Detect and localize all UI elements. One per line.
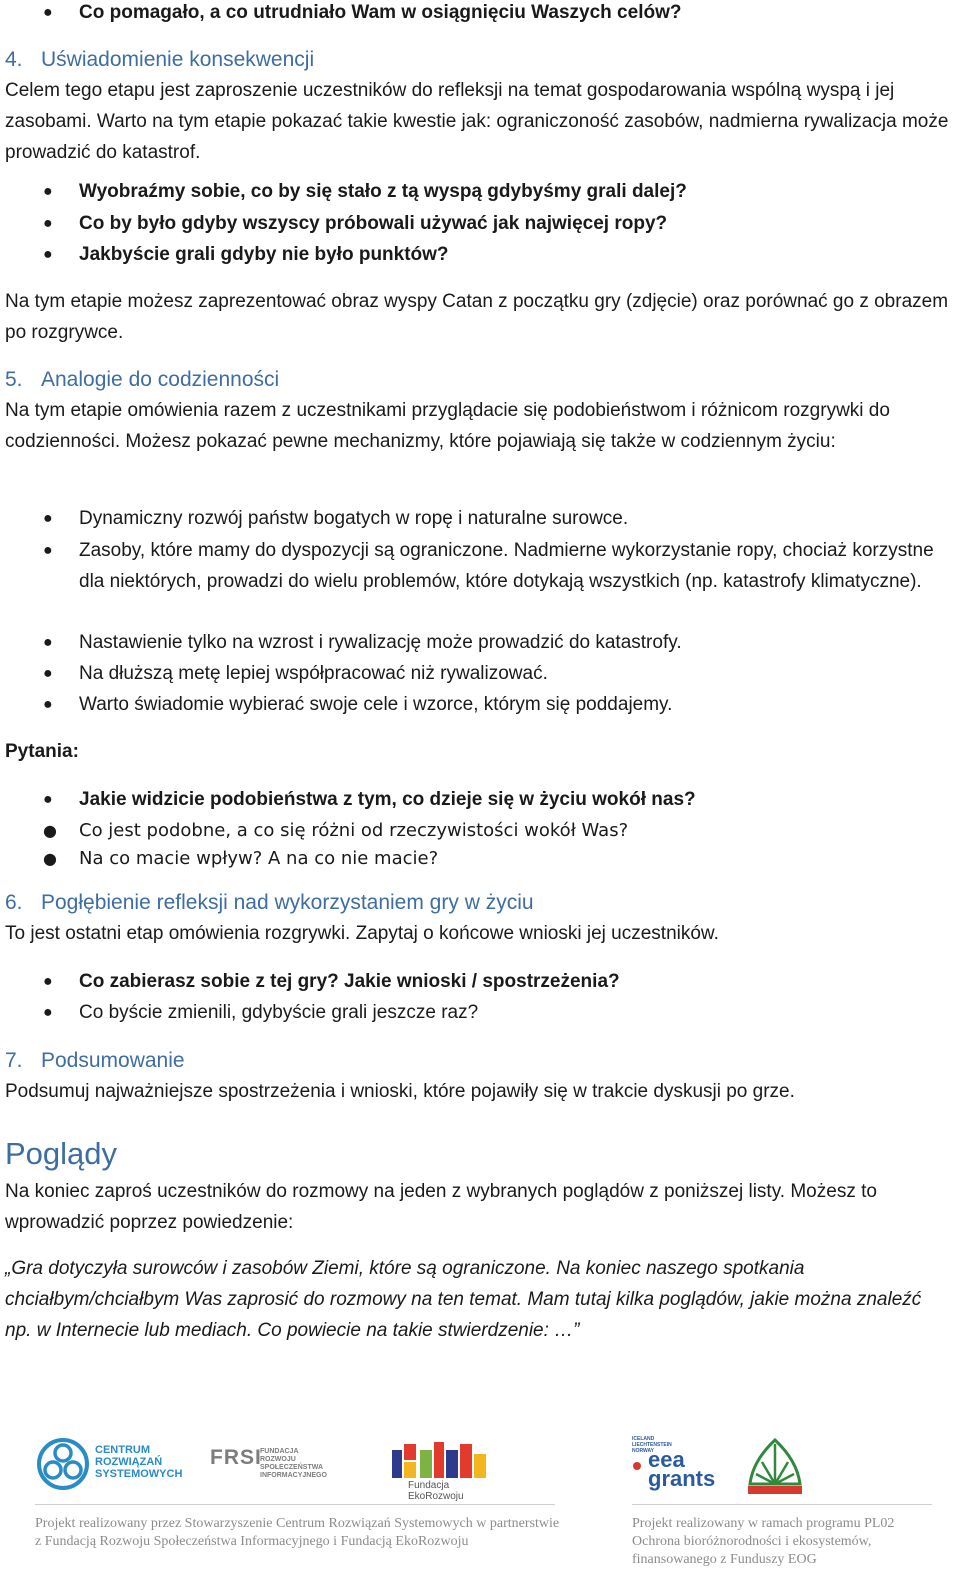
bullet-icon: ● [43, 510, 53, 527]
crs-logo [35, 1436, 185, 1496]
frsi-logo [210, 1446, 340, 1486]
bullet-icon: ● [43, 215, 53, 232]
footer-left-text: Projekt realizowany przez Stowarzyszenie Centrum Rozwiązań Systemowych w partnerstwie z Fundacją Rozwoju Społeczeństwa Informacyjnego i Fundacją EkoRozwoju [35, 1516, 560, 1549]
questions-label: Pytania: [5, 741, 79, 762]
footer-right-text: Projekt realizowany w ramach programu PL02 Ochrona bioróżnorodności i ekosystemów, finansowanego z Funduszy EOG [632, 1516, 895, 1567]
ekorozwoju-logo [390, 1440, 500, 1502]
section-6-paragraph: To jest ostatni etap omówienia rozgrywki. Zapytaj o końcowe wnioski jej uczestników. [5, 923, 719, 944]
section-number: 4. [5, 48, 23, 71]
bullet-icon: ● [43, 696, 53, 713]
section-title: Uświadomienie konsekwencji [41, 48, 315, 71]
bullet-icon: ● [43, 849, 57, 868]
section-4-heading [5, 44, 314, 75]
section-5-paragraph: Na tym etapie omówienia razem z uczestnikami przyglądacie się podobieństwom i różnicom rozgrywki do codzienności. Możesz pokazać pewne mechanizmy, które pojawiają się także w codziennym życiu: [5, 400, 890, 452]
frsi-abbr: FRSI [210, 1446, 262, 1469]
emblem-icon [740, 1434, 810, 1498]
bullet-icon: ● [43, 791, 53, 808]
footer-rule-left [35, 1504, 555, 1505]
bullet-icon: ● [43, 665, 53, 682]
poglady-quote: „Gra dotyczyła surowców i zasobów Ziemi, które są ograniczone. Na koniec naszego spotkania chciałbym/chciałbym Was zaprosić do rozmowy na ten temat. Mam tutaj kilka poglądów, jakie można znaleźć np. w Internecie lub mediach. Co powiecie na takie stwierdzenie: …” [5, 1258, 922, 1341]
ministry-emblem [740, 1434, 810, 1498]
ekorozwoju-caption: Fundacja EkoRozwoju [408, 1480, 464, 1502]
bullet-icon: ● [43, 634, 53, 651]
eea-main: eea grants [648, 1447, 716, 1491]
bullet-icon: ● [43, 973, 53, 990]
section-4-paragraph: Celem tego etapu jest zaproszenie uczestników do refleksji na temat gospodarowania wspólną wyspą i jej zasobami. Warto na tym etapie pokazać takie kwestie jak: ograniczoność zasobów, nadmierna rywalizacja może prowadzić do katastrof. [5, 80, 949, 163]
section-4-paragraph-2: Na tym etapie możesz zaprezentować obraz wyspy Catan z początku gry (zdjęcie) oraz porównać go z obrazem po rozgrywce. [5, 291, 949, 343]
section-7-paragraph: Podsumuj najważniejsze spostrzeżenia i wnioski, które pojawiły się w trakcie dyskusji po grze. [5, 1081, 795, 1102]
poglady-heading: Poglądy [5, 1136, 118, 1171]
bullet-icon: ● [43, 183, 53, 200]
eea-countries: ICELAND LIECHTENSTEIN NORWAY [632, 1436, 672, 1454]
bullet-icon: ● [43, 1004, 53, 1021]
ekorozwoju-logo-icon [390, 1440, 500, 1480]
crs-logo-text: CENTRUM ROZWIĄZAŃ SYSTEMOWYCH [95, 1444, 183, 1480]
eea-grants-logo [632, 1436, 722, 1496]
footer-logos [0, 1428, 960, 1508]
footer-rule-right [632, 1504, 932, 1505]
section-6-heading: 6. Pogłębienie refleksji nad wykorzystaniem gry w życiu [5, 891, 534, 914]
poglady-paragraph: Na koniec zaproś uczestników do rozmowy na jeden z wybranych poglądów z poniższej listy. Możesz to wprowadzić poprzez powiedzenie: [5, 1181, 877, 1233]
section-5-heading: 5. Analogie do codzienności [5, 368, 280, 391]
bullet-icon: ● [43, 821, 57, 840]
bullet-icon: ● [43, 246, 53, 263]
bullet-icon: ● [43, 542, 53, 559]
bullet-icon: ● [43, 4, 53, 21]
frsi-text: FUNDACJA ROZWOJU SPOŁECZEŃSTWA INFORMACYJNEGO [260, 1448, 327, 1479]
list-item-text: Co pomagało, a co utrudniało Wam w osiągnięciu Waszych celów? [79, 2, 682, 23]
crs-logo-icon [35, 1436, 91, 1492]
section-7-heading: 7. Podsumowanie [5, 1049, 185, 1072]
